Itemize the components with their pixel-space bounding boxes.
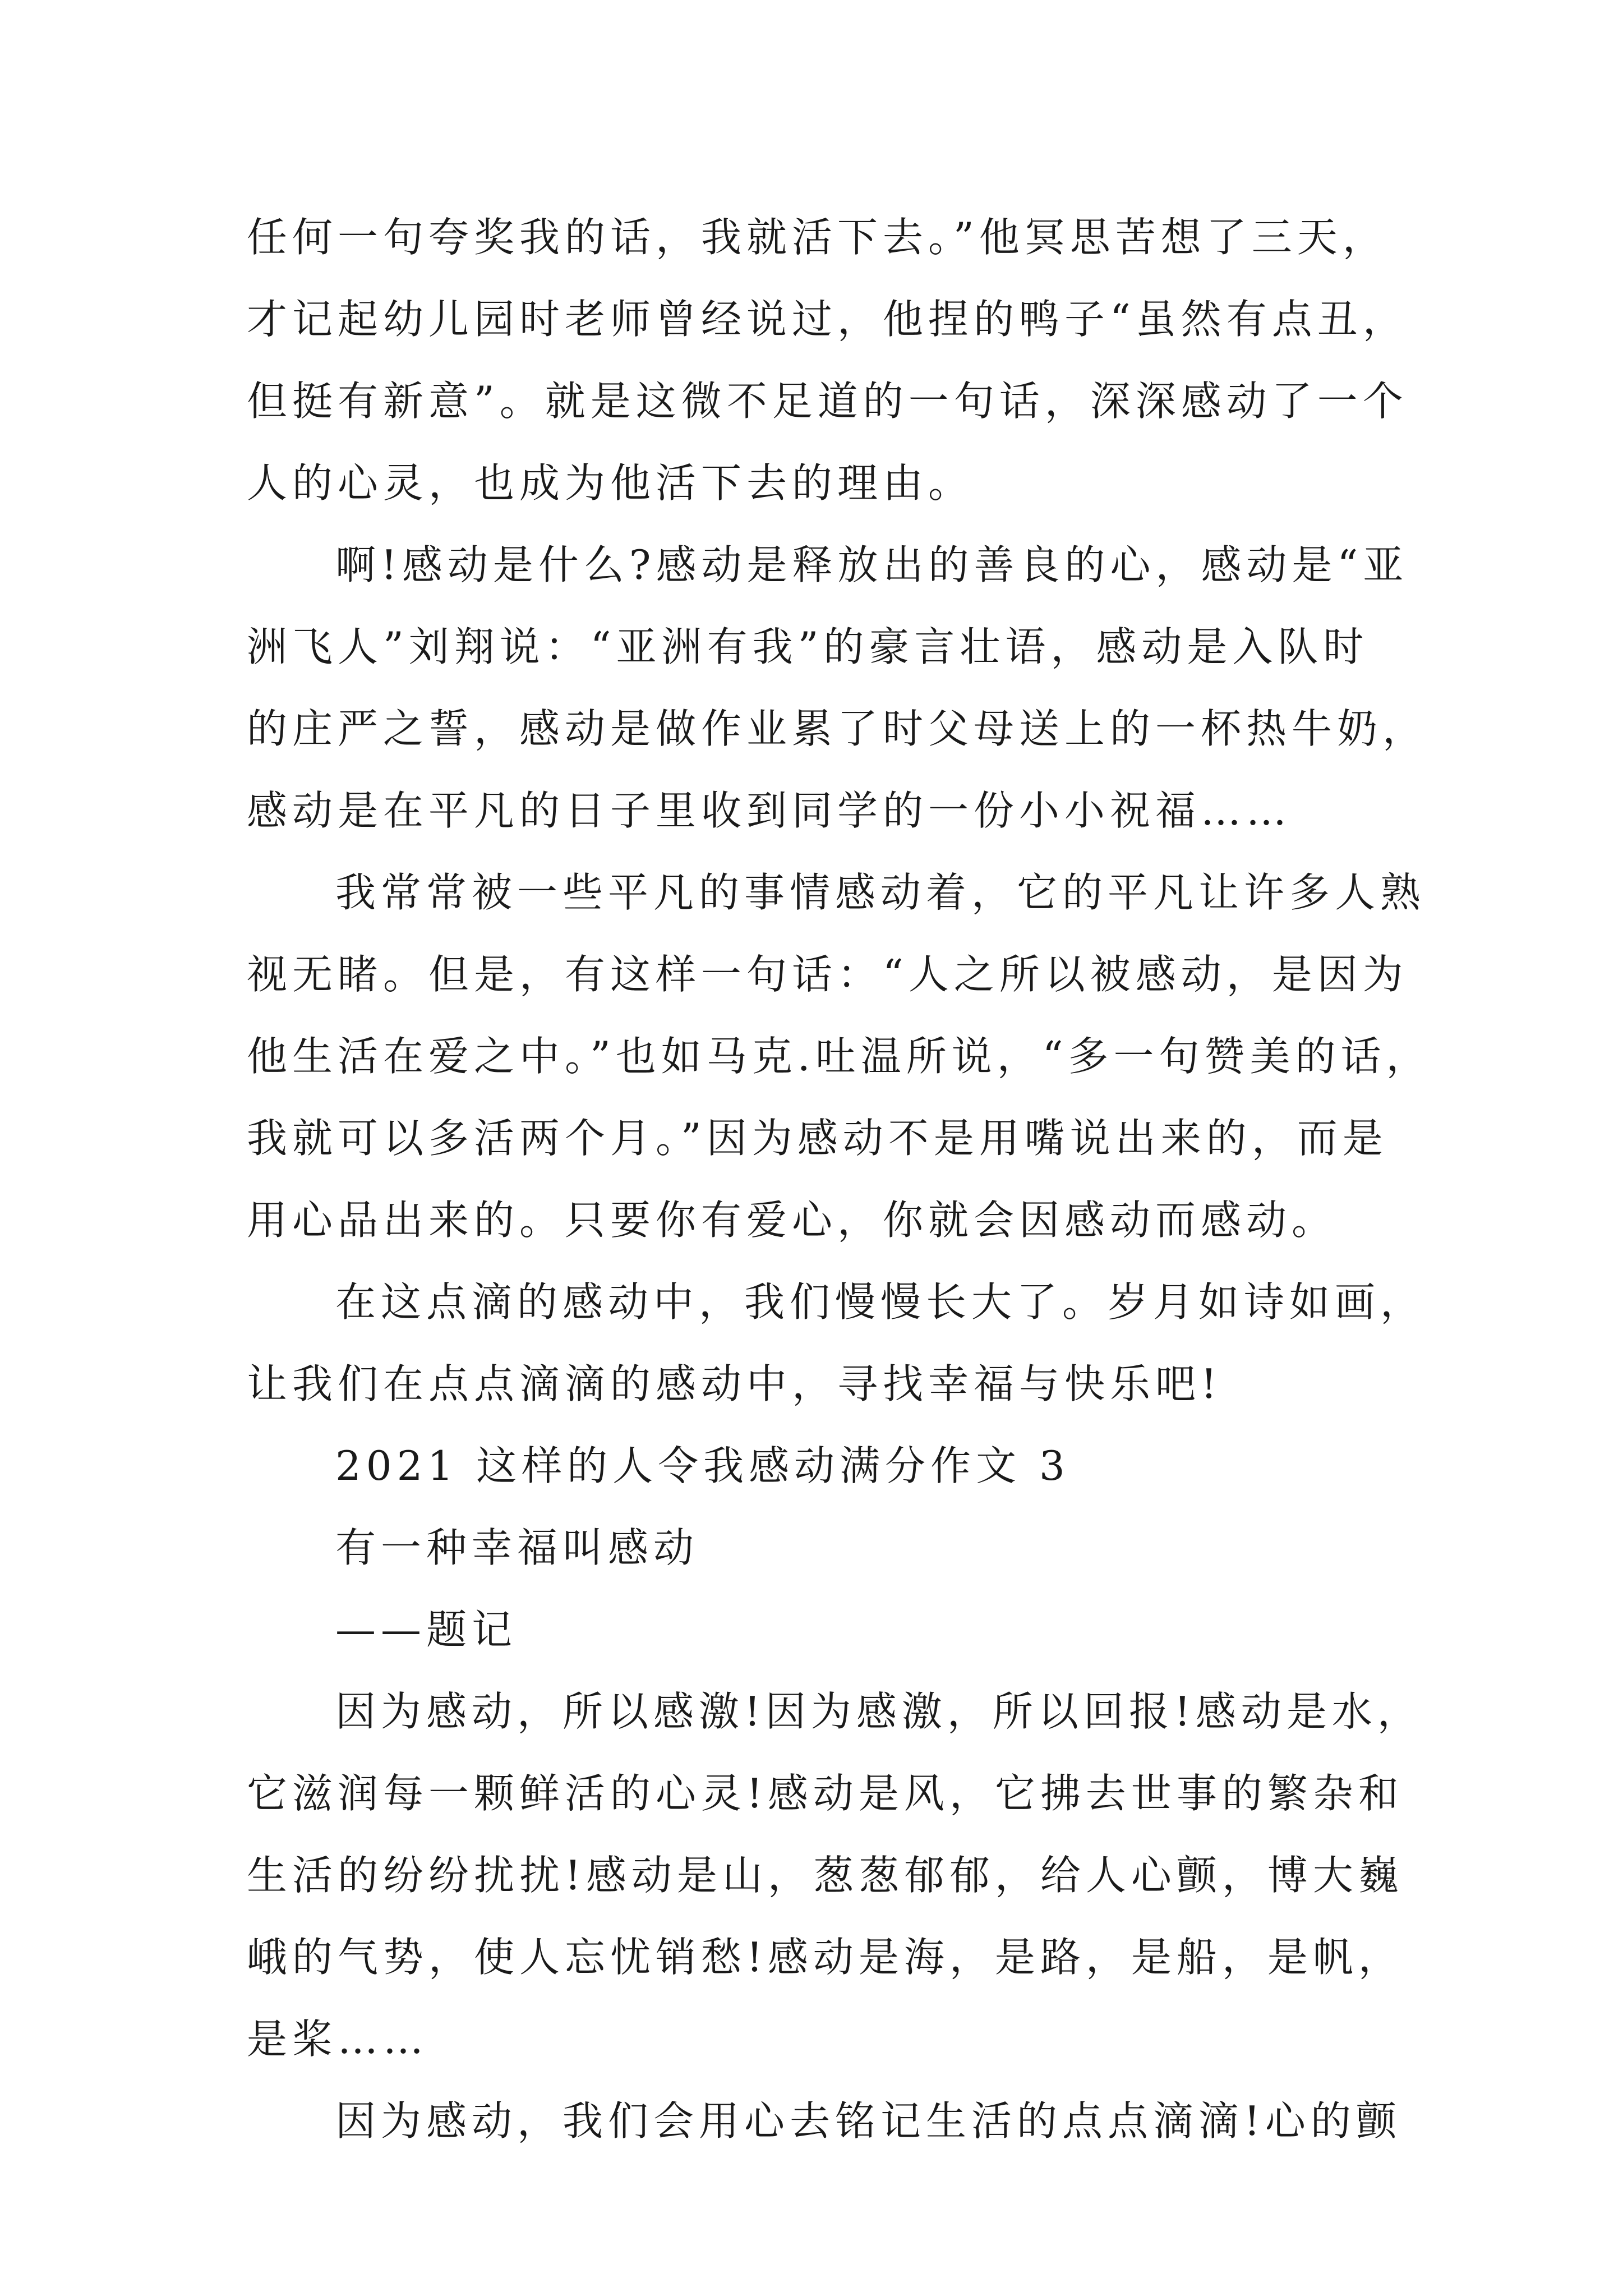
text-line: 感动是在平凡的日子里收到同学的一份小小祝福…… [247, 787, 1292, 834]
text-line: 2021 这样的人令我感动满分作文 3 [335, 1442, 1070, 1489]
text-line: 我就可以多活两个月。”因为感动不是用嘴说出来的，而是 [247, 1115, 1388, 1162]
text-line: 啊!感动是什么?感动是释放出的善良的心，感动是“亚 [335, 541, 1409, 588]
text-line: 的庄严之誓，感动是做作业累了时父母送上的一杯热牛奶， [247, 705, 1428, 752]
text-line: 因为感动，我们会用心去铭记生活的点点滴滴!心的颤 [335, 2097, 1401, 2145]
text-line: 有一种幸福叫感动 [335, 1524, 699, 1571]
text-line: ——题记 [335, 1606, 518, 1653]
text-line: 它滋润每一颗鲜活的心灵!感动是风，它拂去世事的繁杂和 [247, 1770, 1404, 1817]
text-line: 生活的纷纷扰扰!感动是山，葱葱郁郁，给人心颤，博大巍 [247, 1852, 1404, 1899]
text-line: 我常常被一些平凡的事情感动着，它的平凡让许多人熟 [335, 869, 1426, 916]
document-body [247, 196, 1432, 2162]
text-line: 但挺有新意”。就是这微不足道的一句话，深深感动了一个 [247, 378, 1408, 425]
text-line: 让我们在点点滴滴的感动中，寻找幸福与快乐吧! [247, 1360, 1222, 1407]
text-line: 在这点滴的感动中，我们慢慢长大了。岁月如诗如画， [335, 1278, 1426, 1326]
text-line: 因为感动，所以感激!因为感激，所以回报!感动是水， [335, 1688, 1423, 1735]
text-line: 用心品出来的。只要你有爱心，你就会因感动而感动。 [247, 1197, 1338, 1244]
text-line: 人的心灵，也成为他活下去的理由。 [247, 459, 974, 507]
text-line: 视无睹。但是，有这样一句话：“人之所以被感动，是因为 [247, 951, 1408, 998]
text-line: 才记起幼儿园时老师曾经说过，他捏的鸭子“虽然有点丑， [247, 296, 1408, 343]
text-line: 他生活在爱之中。”也如马克.吐温所说，“多一句赞美的话， [247, 1033, 1432, 1080]
text-line: 洲飞人”刘翔说：“亚洲有我”的豪言壮语，感动是入队时 [247, 623, 1369, 670]
text-line: 峨的气势，使人忘忧销愁!感动是海，是路，是船，是帆， [247, 1934, 1404, 1981]
text-line: 任何一句夸奖我的话，我就活下去。”他冥思苦想了三天， [247, 214, 1388, 261]
text-line: 是桨…… [247, 2016, 429, 2063]
